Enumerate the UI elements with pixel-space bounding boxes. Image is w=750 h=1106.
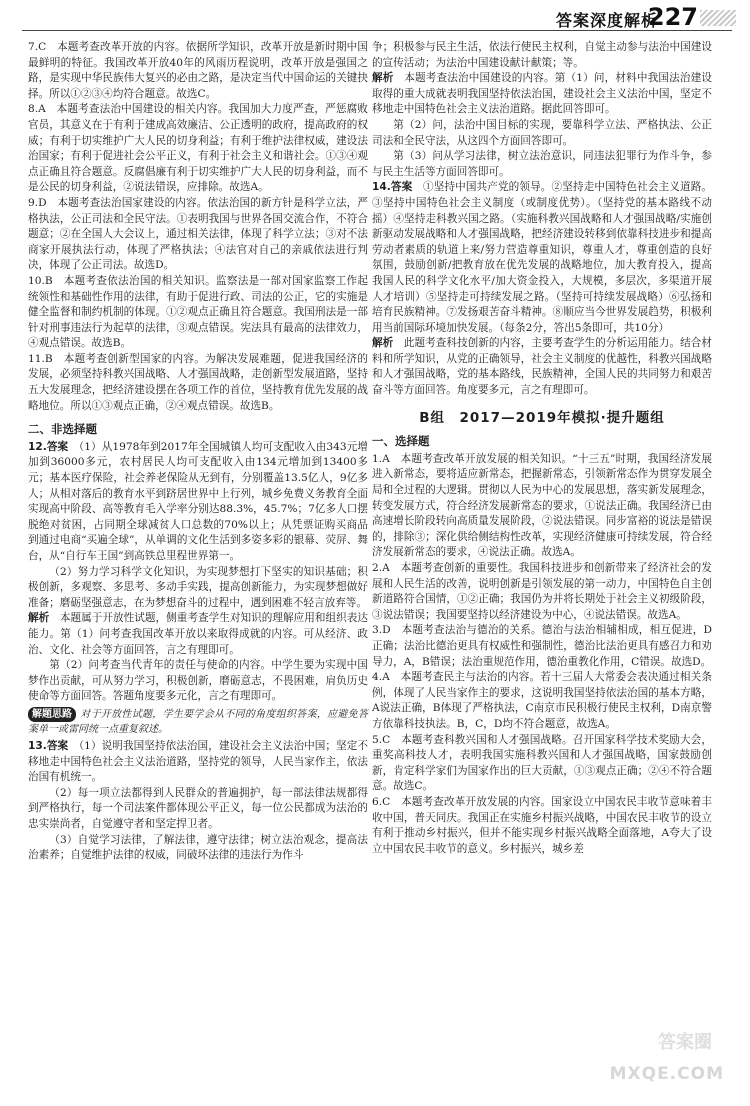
watermark-brand: 答案圈 xyxy=(658,1032,712,1053)
answer-12-part1: （1）从1978年到2017年全国城镇人均可支配收入由343元增加到36000多元，农村居民人均可支配收入由134元增加到13400多元；基本医疗保险，社会养老保险从无到有，分别覆盖13.5亿人，9亿多人；从相对落后的教育水平到跻居世界中上行列，城乡免费义务教育全面实现高中阶段、高等教育毛入学率分别达88.3%，45.7%；7亿多人口摆脱绝对贫困，占同期全球减贫人口总数的70%以上；从凭票证购买商品到通过电商“买遍全球”，从单调的文化生活到多姿多彩的银幕、荧屏、舞台，从“自行车王国”到高铁总里程世界第一。 xyxy=(28,440,368,562)
answer-13 xyxy=(28,739,368,786)
analysis-12-text: 本题属于开放性试题，侧重考查学生对知识的理解应用和组织表达能力。第（1）问考查我国改革开放以来取得成就的内容。可从经济、政治、文化、社会等方面回答，言之有理即可。 xyxy=(28,612,369,656)
page-header xyxy=(0,0,750,40)
analysis-13-label: 解析 xyxy=(372,72,394,85)
answer-13-continued: 争；积极参与民主生活，依法行使民主权利，自觉主动参与法治中国建设的宣传活动；为法治中国建设献计献策；等。 xyxy=(372,41,712,69)
group-b-banner: B组 2017—2019年模拟·提升题组 xyxy=(419,409,665,426)
b-answer-2: 2.A 本题考查创新的重要性。我国科技进步和创新带来了经济社会的发展和人民生活的改善，说明创新是引领发展的第一动力，中国特色自主创新道路符合国情，①②正确；我国仍为并将长期处于社会主义初级阶段，③说法错误；我国要坚持以经济建设为中心，④说法错误。故选A。 xyxy=(372,562,712,621)
answer-13-part2: （2）每一项立法都得到人民群众的普遍拥护，每一部法律法规都得到严格执行，每一个司法案件都体现公平正义，每一位公民都成为法治的忠实崇尚者，自觉遵守者和坚定捍卫者。 xyxy=(28,786,368,830)
answer-12-label: 12.答案 xyxy=(28,440,69,453)
section-heading-non-choice: 二、非选择题 xyxy=(28,422,97,437)
page-number: 227 xyxy=(647,3,698,31)
solving-tip-text: 对于开放性试题，学生要学会从不同的角度组织答案，应避免答案单一或雷同统一点重复叙述。 xyxy=(28,708,368,735)
answer-10: 10.B 本题考查依法治国的相关知识。监察法是一部对国家监察工作起统领性和基础性作用的法律，有助于促进行政、司法的公正，它的实施是健全监督和制约机制的体现。①②观点正确且符合题意。我国刑法是一部针对刑事违法行为起草的法律，③观点错误。宪法具有最高的法律效力，④观点错误。故选B。 xyxy=(28,274,368,350)
solving-tip-label: 解题思路 xyxy=(28,707,76,722)
header-decoration xyxy=(700,10,736,26)
b-answer-4: 4.A 本题考查民主与法治的内容。若十三届人大常委会表决通过相关条例，体现了人民当家作主的要求，这说明我国坚持依法治国的基本方略，A说法正确，B体现了严格执法，C南京市民积极行使民主权利，D南京警方依靠科技执法。B，C，D均不符合题意，故选A。 xyxy=(372,671,712,730)
answer-13-part3: （3）自觉学习法律，了解法律，遵守法律；树立法治观念，提高法治素养；自觉维护法律的权威，同破坏法律的违法行为作斗 xyxy=(28,833,368,862)
analysis-14 xyxy=(372,336,712,398)
right-column xyxy=(372,40,712,857)
analysis-13-text: 本题考查法治中国建设的内容。第（1）问，材料中我国法治建设取得的重大成就表明我国坚持依法治国，建设社会主义法治中国，坚定不移地走中国特色社会主义法治道路。据此回答即可。 xyxy=(372,72,712,116)
left-column xyxy=(28,40,368,864)
answer-12-part2: （2）努力学习科学文化知识，为实现梦想打下坚实的知识基础；积极创新，多观察、多思考、多动手实践，提高创新能力，为实现梦想做好准备；磨砺坚强意志，在为梦想奋斗的过程中，遇到困难不轻言放弃等。 xyxy=(28,565,368,609)
analysis-14-text: 此题考查科技创新的内容，主要考查学生的分析运用能力。结合材料和所学知识，从党的正确领导，社会主义制度的优越性，科教兴国战略和人才强国战略，党的基本路线，民族精神，全国人民的共同努力和艰苦奋斗等方面回答。角度要多元，言之有理即可。 xyxy=(372,337,713,397)
answer-7: 7.C 本题考查改革开放的内容。依据所学知识，改革开放是新时期中国最鲜明的特征。我国改革开放40年的风雨历程说明，改革开放是强国之路，是实现中华民族伟大复兴的必由之路，是决定当代中国命运的关键抉择。所以①②③④均符合题意。故选C。 xyxy=(28,41,368,100)
analysis-12-label: 解析 xyxy=(28,612,50,625)
solving-tip xyxy=(28,707,368,737)
answer-13-part1: （1）说明我国坚持依法治国，建设社会主义法治中国；坚定不移地走中国特色社会主义法治道路，坚持党的领导，人民当家作主，依法治国有机统一。 xyxy=(28,739,368,784)
answer-8: 8.A 本题考查法治中国建设的相关内容。我国加大力度严查，严惩腐败官员，其意义在于有利于建成高效廉洁、公正透明的政府，提高政府的权威；有利于切实维护广大人民的切身利益；有利于维护法律权威，建设法治国家；有利于促进社会公平正义，有利于社会主义和谐社会。①③④观点正确且符合题意。反腐倡廉有利于切实维护广大人民的切身利益，而不是公民的切身利益，②说法错误，应排除。故选A。 xyxy=(28,103,368,194)
answer-12 xyxy=(28,440,368,565)
answer-11: 11.B 本题考查创新型国家的内容。为解决发展难题，促进我国经济的发展，必须坚持科教兴国战略、人才强国战略，走创新型发展道路，坚持五大发展理念，把经济建设摆在各项工作的首位，坚持教育优先发展的战略地位。所以①③观点正确，②④观点错误。故选B。 xyxy=(28,352,368,412)
answer-14-label: 14.答案 xyxy=(372,181,413,194)
analysis-13-text3: 第（3）问从学习法律，树立法治意识，同违法犯罪行为作斗争，参与民主生活等方面回答即可。 xyxy=(372,150,712,178)
watermark-site: MXQE.COM xyxy=(609,1064,724,1084)
section-heading-choice: 一、选择题 xyxy=(372,434,430,449)
answer-14 xyxy=(372,180,712,336)
b-answer-3: 3.D 本题考查法治与德治的关系。德治与法治相辅相成，相互促进，D正确；法治比德治更具有权威性和强制性，德治比法治更具有感召力和劝导力，A，B错误；法治重规范作用，德治重教化作用，C错误。故选D。 xyxy=(372,624,712,668)
answer-14-text: ①坚持中国共产党的领导。②坚持走中国特色社会主义道路。③坚持中国特色社会主义制度（或制度优势）。（坚持党的基本路线不动摇）④坚持走科教兴国之路。（实施科教兴国战略和人才强国战略/实施创新驱动发展战略和人才强国战略，把经济建设转移到依靠科技进步和提高劳动者素质的轨道上来/努力营造尊重知识，尊重人才，尊重创造的良好氛围，鼓励创新/把教育放在优先发展的战略地位，加大教育投入，提高我国人民的科学文化水平/加大资金投入，大规模，多层次，多渠道开展人才培训）⑤坚持走可持续发展之路。（坚持可持续发展战略）⑥弘扬和培育民族精神。⑦发扬艰苦奋斗精神。⑧顺应当今世界发展趋势，积极利用当前国际环境加快发展。（每条2分，答出5条即可，共10分） xyxy=(372,181,712,334)
analysis-12 xyxy=(28,611,368,658)
watermark xyxy=(609,1032,742,1098)
section-title: 答案深度解析 xyxy=(555,11,658,30)
analysis-14-label: 解析 xyxy=(372,337,394,350)
b-answer-5: 5.C 本题考查科教兴国和人才强国战略。召开国家科学技术奖励大会，重奖高科技人才，表明我国实施科教兴国和人才强国战略，国家鼓励创新，肯定科学家们为国家作出的巨大贡献，①③观点正确；②④不符合题意。故选C。 xyxy=(372,733,712,793)
answer-9: 9.D 本题考查法治国家建设的内容。依法治国的新方针是科学立法，严格执法，公正司法和全民守法。①表明我国与世界各国交流合作，不符合题意；②在全国人大会议上，通过相关法律，体现了科学立法；③对不法商家开展执法行动，体现了严格执法；④法官对自己的亲戚依法进行判决，体现了公正司法。故选D。 xyxy=(28,196,368,272)
analysis-13-text2: 第（2）问，法治中国目标的实现，要靠科学立法、严格执法、公正司法和全民守法，从这四个方面回答即可。 xyxy=(372,118,712,147)
analysis-13 xyxy=(372,71,712,118)
b-answer-6: 6.C 本题考查改革开放发展的内容。国家设立中国农民丰收节意味着丰收中国，普天同庆。我国正在实施乡村振兴战略，中国农民丰收节的设立有利于推动乡村振兴，但并不能实现乡村振兴战略全面落地，A夸大了设立中国农民丰收节的意义。乡村振兴，城乡差 xyxy=(372,795,712,855)
answer-13-label: 13.答案 xyxy=(28,739,69,752)
analysis-12-text2: 第（2）问考查当代青年的责任与使命的内容。中学生要为实现中国梦作出贡献，可从努力学习，积极创新，磨砺意志，不畏困难，肩负历史使命等方面回答。答题角度要多元化，言之有理即可。 xyxy=(28,659,368,703)
b-answer-1: 1.A 本题考查改革开放发展的相关知识。“十三五”时期，我国经济发展进入新常态，要将适应新常态，把握新常态，引领新常态作为贯穿发展全局和全过程的大逻辑。贯彻以人民为中心的发展思想，落实新发展理念，转变发展方式，符合经济发展新常态的要求，①说法正确。我国经济已由高速增长阶段转向高质量发展阶段，②说法错误。同步富裕的说法是错误的，排除③；深化供给侧结构性改革，实现经济健康可持续发展，符合经济发展新常态的要求，④说法正确。故选A。 xyxy=(372,452,712,559)
